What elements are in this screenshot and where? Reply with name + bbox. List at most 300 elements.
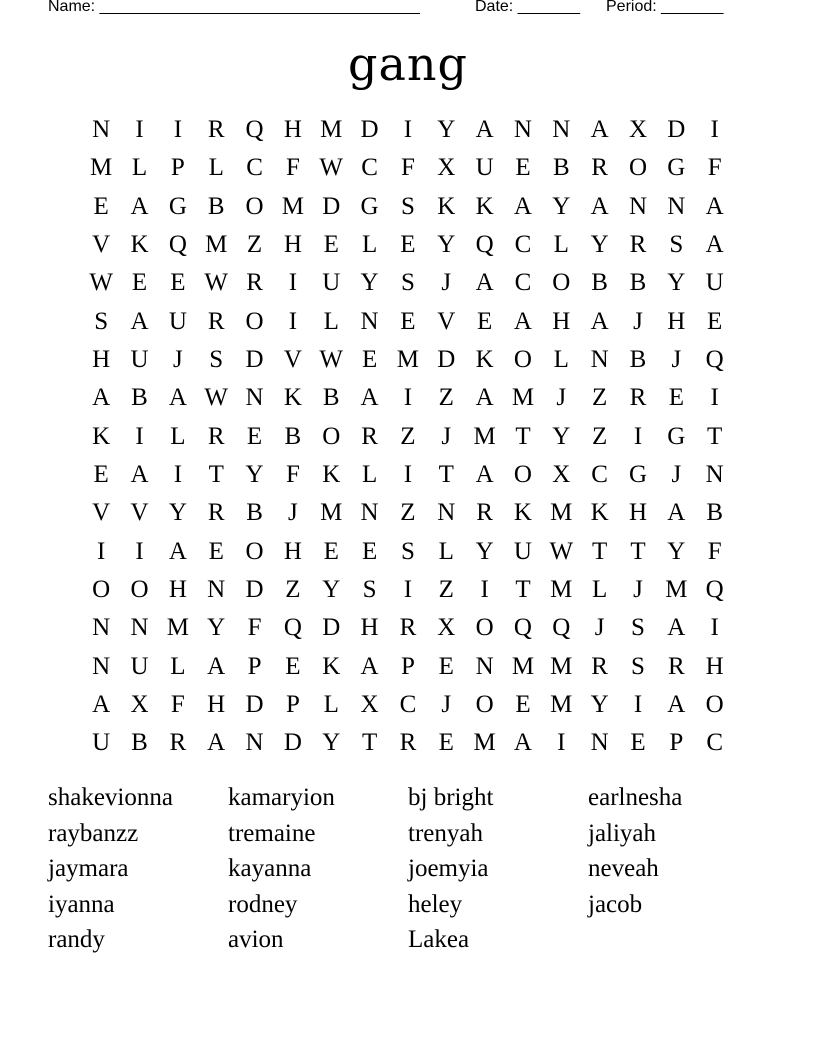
grid-letter: T xyxy=(592,537,608,565)
grid-letter: J xyxy=(172,346,183,374)
grid-letter: Q xyxy=(705,346,724,374)
grid-letter: Y xyxy=(245,461,264,489)
grid-letter: O xyxy=(245,192,264,220)
grid-letter: Z xyxy=(592,422,608,450)
grid-letter: E xyxy=(246,422,263,450)
grid-letter: Q xyxy=(513,614,532,642)
grid-letter: Q xyxy=(552,614,571,642)
grid-letter: Y xyxy=(168,499,187,527)
date-field: Date: _______ xyxy=(475,0,580,15)
grid-letter: O xyxy=(513,461,532,489)
grid-letter: S xyxy=(362,576,377,604)
grid-letter: O xyxy=(475,614,494,642)
grid-letter: I xyxy=(403,461,413,489)
grid-letter: A xyxy=(168,384,187,412)
grid-letter: S xyxy=(400,537,415,565)
grid-letter: L xyxy=(592,576,608,604)
grid-row xyxy=(82,648,734,686)
grid-letter: C xyxy=(514,231,532,259)
grid-letter: A xyxy=(705,231,724,259)
grid-letter: H xyxy=(552,307,571,335)
grid-letter: Z xyxy=(438,384,454,412)
word-item: randy xyxy=(48,926,105,954)
grid-letter: F xyxy=(170,691,185,719)
grid-letter: V xyxy=(130,499,149,527)
grid-letter: E xyxy=(323,231,339,259)
grid-letter: I xyxy=(480,576,489,604)
grid-letter: M xyxy=(396,346,420,374)
grid-letter: E xyxy=(170,269,186,297)
grid-letter: F xyxy=(707,154,722,182)
grid-letter: C xyxy=(361,154,378,182)
grid-letter: R xyxy=(361,422,378,450)
grid-letter: A xyxy=(667,499,686,527)
word-item: rodney xyxy=(228,890,298,918)
grid-letter: A xyxy=(513,729,532,757)
grid-letter: M xyxy=(665,576,688,604)
grid-letter: D xyxy=(245,691,264,719)
grid-letter: I xyxy=(403,576,413,604)
grid-letter: B xyxy=(131,384,148,412)
grid-letter: D xyxy=(360,116,379,144)
page-title: gang xyxy=(348,37,468,91)
grid-letter: D xyxy=(245,346,264,374)
grid-letter: X xyxy=(552,461,571,489)
grid-letter: R xyxy=(207,499,225,527)
grid-letter: O xyxy=(245,307,264,335)
grid-letter: J xyxy=(556,384,567,412)
grid-letter: B xyxy=(246,499,263,527)
grid-letter: P xyxy=(170,154,185,182)
grid-letter: P xyxy=(669,729,684,757)
grid-letter: B xyxy=(322,384,340,412)
grid-letter: O xyxy=(475,691,494,719)
grid-letter: Q xyxy=(245,116,264,144)
grid-letter: T xyxy=(438,461,454,489)
grid-letter: M xyxy=(166,614,189,642)
grid-letter: J xyxy=(633,576,643,604)
letter-grid xyxy=(82,111,734,763)
grid-letter: C xyxy=(706,729,724,757)
grid-row xyxy=(82,149,734,187)
grid-letter: A xyxy=(130,461,149,489)
grid-letter: Q xyxy=(168,231,187,259)
grid-letter: F xyxy=(247,614,262,642)
grid-letter: H xyxy=(360,614,379,642)
grid-letter: R xyxy=(207,116,225,144)
grid-letter: I xyxy=(710,614,719,642)
grid-letter: L xyxy=(323,307,339,335)
grid-letter: N xyxy=(590,346,609,374)
grid-letter: S xyxy=(209,346,224,374)
grid-letter: U xyxy=(130,652,149,680)
grid-letter: E xyxy=(93,192,109,220)
grid-letter: M xyxy=(550,499,573,527)
word-item: tremaine xyxy=(228,819,316,847)
grid-letter: V xyxy=(92,231,111,259)
grid-letter: C xyxy=(514,269,532,297)
word-item: kamaryion xyxy=(228,784,335,811)
word-item: earlnesha xyxy=(588,784,683,811)
grid-letter: F xyxy=(400,154,415,182)
grid-letter: U xyxy=(705,269,724,297)
grid-letter: R xyxy=(207,422,225,450)
grid-letter: E xyxy=(93,461,109,489)
grid-row xyxy=(82,724,734,762)
grid-letter: C xyxy=(246,154,263,182)
grid-letter: H xyxy=(667,307,686,335)
grid-letter: R xyxy=(591,652,608,680)
grid-letter: Y xyxy=(360,269,379,297)
grid-letter: I xyxy=(633,691,643,719)
grid-letter: A xyxy=(92,691,111,719)
word-item: kayanna xyxy=(228,855,312,883)
grid-letter: K xyxy=(475,346,494,374)
grid-letter: J xyxy=(671,461,682,489)
grid-row xyxy=(82,111,734,149)
grid-letter: N xyxy=(245,729,264,757)
grid-letter: E xyxy=(400,307,416,335)
grid-letter: B xyxy=(591,269,608,297)
grid-letter: R xyxy=(591,154,608,182)
grid-letter: B xyxy=(706,499,724,527)
grid-letter: T xyxy=(208,461,224,489)
grid-letter: T xyxy=(630,537,646,565)
grid-letter: A xyxy=(130,192,149,220)
grid-row xyxy=(82,303,734,341)
grid-letter: I xyxy=(173,461,183,489)
grid-letter: I xyxy=(633,422,643,450)
grid-letter: E xyxy=(707,307,723,335)
grid-letter: K xyxy=(475,192,494,220)
grid-letter: E xyxy=(285,652,301,680)
grid-letter: M xyxy=(550,576,573,604)
grid-letter: U xyxy=(130,346,149,374)
grid-letter: Y xyxy=(322,729,341,757)
word-item: iyanna xyxy=(48,890,115,918)
grid-letter: L xyxy=(170,652,186,680)
grid-letter: O xyxy=(628,154,648,182)
grid-letter: K xyxy=(513,499,532,527)
grid-letter: N xyxy=(130,614,149,642)
grid-letter: N xyxy=(437,499,456,527)
grid-letter: R xyxy=(169,729,187,757)
grid-letter: A xyxy=(92,384,111,412)
grid-letter: K xyxy=(322,652,341,680)
grid-letter: I xyxy=(710,384,719,412)
grid-letter: E xyxy=(400,231,416,259)
grid-letter: H xyxy=(628,499,648,527)
grid-letter: A xyxy=(207,652,226,680)
grid-letter: A xyxy=(207,729,226,757)
grid-letter: N xyxy=(92,652,111,680)
grid-letter: U xyxy=(92,729,111,757)
grid-letter: R xyxy=(667,652,685,680)
grid-letter: V xyxy=(437,307,456,335)
grid-letter: Q xyxy=(705,576,724,604)
grid-letter: I xyxy=(288,307,298,335)
grid-row xyxy=(82,609,734,647)
grid-letter: N xyxy=(513,116,532,144)
grid-letter: Z xyxy=(438,576,454,604)
grid-row xyxy=(82,226,734,264)
grid-letter: T xyxy=(515,576,531,604)
grid-letter: Y xyxy=(590,691,609,719)
grid-letter: J xyxy=(633,307,643,335)
period-field: Period: _______ xyxy=(606,0,724,15)
grid-letter: R xyxy=(629,231,647,259)
grid-letter: J xyxy=(288,499,298,527)
grid-letter: M xyxy=(90,154,113,182)
grid-letter: N xyxy=(245,384,264,412)
grid-letter: W xyxy=(89,269,113,297)
grid-letter: I xyxy=(135,422,144,450)
grid-letter: Z xyxy=(285,576,301,604)
grid-letter: M xyxy=(320,116,343,144)
grid-letter: Y xyxy=(667,269,686,297)
grid-letter: W xyxy=(319,154,344,182)
grid-letter: M xyxy=(320,499,343,527)
grid-letter: Z xyxy=(400,499,416,527)
grid-letter: X xyxy=(437,154,456,182)
grid-letter: E xyxy=(515,691,531,719)
grid-letter: K xyxy=(130,231,149,259)
grid-letter: A xyxy=(667,691,686,719)
word-item: avion xyxy=(228,926,284,954)
grid-letter: R xyxy=(399,614,417,642)
grid-row xyxy=(82,188,734,226)
grid-letter: O xyxy=(92,576,111,604)
grid-letter: K xyxy=(322,461,341,489)
grid-letter: N xyxy=(590,729,609,757)
grid-letter: D xyxy=(437,346,456,374)
grid-letter: D xyxy=(283,729,302,757)
grid-letter: D xyxy=(245,576,264,604)
grid-letter: X xyxy=(130,691,149,719)
grid-letter: A xyxy=(513,307,532,335)
word-item: raybanzz xyxy=(48,819,139,847)
grid-letter: H xyxy=(705,652,724,680)
grid-letter: A xyxy=(513,192,532,220)
grid-letter: U xyxy=(513,537,532,565)
grid-letter: L xyxy=(208,154,224,182)
word-item: shakevionna xyxy=(48,784,173,811)
grid-letter: L xyxy=(553,346,569,374)
grid-letter: M xyxy=(550,691,573,719)
grid-letter: E xyxy=(630,729,646,757)
grid-letter: N xyxy=(705,461,724,489)
grid-letter: J xyxy=(594,614,605,642)
grid-letter: A xyxy=(360,384,379,412)
grid-letter: E xyxy=(208,537,224,565)
grid-letter: R xyxy=(207,307,225,335)
grid-letter: M xyxy=(281,192,304,220)
grid-letter: I xyxy=(135,116,144,144)
grid-row xyxy=(82,379,734,417)
grid-letter: E xyxy=(361,346,378,374)
grid-letter: T xyxy=(361,729,378,757)
grid-letter: Z xyxy=(400,422,416,450)
grid-letter: Y xyxy=(667,537,686,565)
grid-letter: Q xyxy=(283,614,302,642)
grid-letter: K xyxy=(283,384,302,412)
grid-letter: O xyxy=(705,691,724,719)
grid-letter: E xyxy=(515,154,531,182)
grid-letter: O xyxy=(130,576,149,604)
grid-row xyxy=(82,341,734,379)
grid-letter: X xyxy=(360,691,379,719)
grid-letter: I xyxy=(403,384,413,412)
word-item: trenyah xyxy=(408,819,483,847)
grid-letter: O xyxy=(322,422,341,450)
grid-letter: A xyxy=(475,384,494,412)
grid-letter: Y xyxy=(207,614,226,642)
grid-letter: R xyxy=(629,384,647,412)
grid-letter: A xyxy=(667,614,686,642)
grid-row xyxy=(82,571,734,609)
grid-letter: Y xyxy=(590,231,609,259)
word-item: joemyia xyxy=(408,855,489,883)
grid-letter: A xyxy=(475,116,494,144)
grid-letter: G xyxy=(360,192,379,220)
grid-letter: A xyxy=(168,537,187,565)
word-item: bj bright xyxy=(408,784,494,811)
grid-letter: T xyxy=(707,422,723,450)
grid-letter: O xyxy=(513,346,532,374)
grid-letter: Y xyxy=(437,231,456,259)
grid-letter: F xyxy=(285,154,300,182)
grid-letter: J xyxy=(441,691,452,719)
grid-letter: P xyxy=(247,652,262,680)
grid-letter: U xyxy=(322,269,341,297)
grid-letter: E xyxy=(323,537,339,565)
grid-letter: I xyxy=(135,537,144,565)
grid-letter: N xyxy=(475,652,494,680)
grid-letter: G xyxy=(667,154,686,182)
grid-row xyxy=(82,456,734,494)
grid-letter: T xyxy=(515,422,531,450)
grid-letter: S xyxy=(400,192,415,220)
word-item: neveah xyxy=(588,855,659,883)
grid-row xyxy=(82,494,734,532)
grid-letter: A xyxy=(590,192,609,220)
grid-letter: B xyxy=(552,154,570,182)
grid-letter: W xyxy=(204,269,228,297)
grid-letter: O xyxy=(245,537,264,565)
grid-letter: N xyxy=(667,192,686,220)
grid-letter: I xyxy=(557,729,566,757)
grid-letter: A xyxy=(705,192,724,220)
grid-letter: B xyxy=(207,192,225,220)
grid-letter: D xyxy=(667,116,686,144)
grid-letter: N xyxy=(360,499,379,527)
grid-letter: K xyxy=(437,192,456,220)
grid-letter: E xyxy=(131,269,148,297)
grid-letter: E xyxy=(438,729,454,757)
grid-letter: Y xyxy=(552,192,571,220)
grid-letter: B xyxy=(284,422,302,450)
grid-letter: E xyxy=(438,652,454,680)
grid-letter: A xyxy=(360,652,379,680)
grid-letter: V xyxy=(92,499,111,527)
word-column xyxy=(408,780,493,958)
word-item: heley xyxy=(408,890,463,918)
grid-letter: S xyxy=(400,269,415,297)
grid-letter: H xyxy=(92,346,111,374)
grid-letter: R xyxy=(476,499,493,527)
grid-letter: R xyxy=(399,729,417,757)
grid-letter: S xyxy=(94,307,109,335)
grid-letter: I xyxy=(403,116,413,144)
grid-letter: V xyxy=(283,346,302,374)
grid-letter: E xyxy=(476,307,493,335)
grid-letter: P xyxy=(400,652,415,680)
grid-letter: N xyxy=(207,576,226,604)
grid-letter: I xyxy=(97,537,106,565)
grid-letter: W xyxy=(204,384,228,412)
grid-letter: I xyxy=(173,116,183,144)
word-column xyxy=(228,780,335,958)
grid-letter: H xyxy=(168,576,187,604)
grid-letter: B xyxy=(629,346,647,374)
grid-letter: S xyxy=(631,652,645,680)
grid-letter: Y xyxy=(552,422,571,450)
grid-letter: A xyxy=(475,269,494,297)
grid-letter: H xyxy=(283,537,302,565)
grid-letter: G xyxy=(667,422,686,450)
grid-letter: F xyxy=(285,461,300,489)
grid-letter: I xyxy=(288,269,298,297)
grid-letter: W xyxy=(319,346,344,374)
grid-letter: L xyxy=(438,537,454,565)
grid-letter: N xyxy=(360,307,379,335)
grid-letter: M xyxy=(511,652,535,680)
grid-letter: W xyxy=(549,537,574,565)
grid-row xyxy=(82,686,734,724)
grid-letter: U xyxy=(168,307,187,335)
word-item: jacob xyxy=(588,890,643,918)
grid-letter: Z xyxy=(246,231,263,259)
grid-letter: N xyxy=(552,116,571,144)
grid-letter: Y xyxy=(437,116,456,144)
grid-letter: L xyxy=(553,231,569,259)
grid-letter: E xyxy=(361,537,378,565)
grid-letter: A xyxy=(130,307,149,335)
grid-letter: H xyxy=(283,231,302,259)
grid-letter: D xyxy=(322,614,341,642)
grid-letter: N xyxy=(628,192,648,220)
grid-letter: U xyxy=(475,154,494,182)
grid-letter: B xyxy=(629,269,647,297)
word-item: jaliyah xyxy=(588,819,657,847)
grid-letter: L xyxy=(323,691,339,719)
grid-letter: G xyxy=(168,192,187,220)
grid-row xyxy=(82,533,734,571)
word-item: Lakea xyxy=(408,926,470,954)
grid-letter: D xyxy=(322,192,341,220)
grid-letter: A xyxy=(590,307,609,335)
grid-letter: N xyxy=(92,116,111,144)
grid-letter: I xyxy=(710,116,719,144)
grid-letter: N xyxy=(92,614,111,642)
grid-row xyxy=(82,264,734,302)
grid-letter: L xyxy=(131,154,148,182)
grid-letter: P xyxy=(285,691,300,719)
grid-letter: S xyxy=(669,231,684,259)
grid-letter: X xyxy=(628,116,648,144)
grid-letter: J xyxy=(671,346,682,374)
grid-letter: J xyxy=(441,422,452,450)
